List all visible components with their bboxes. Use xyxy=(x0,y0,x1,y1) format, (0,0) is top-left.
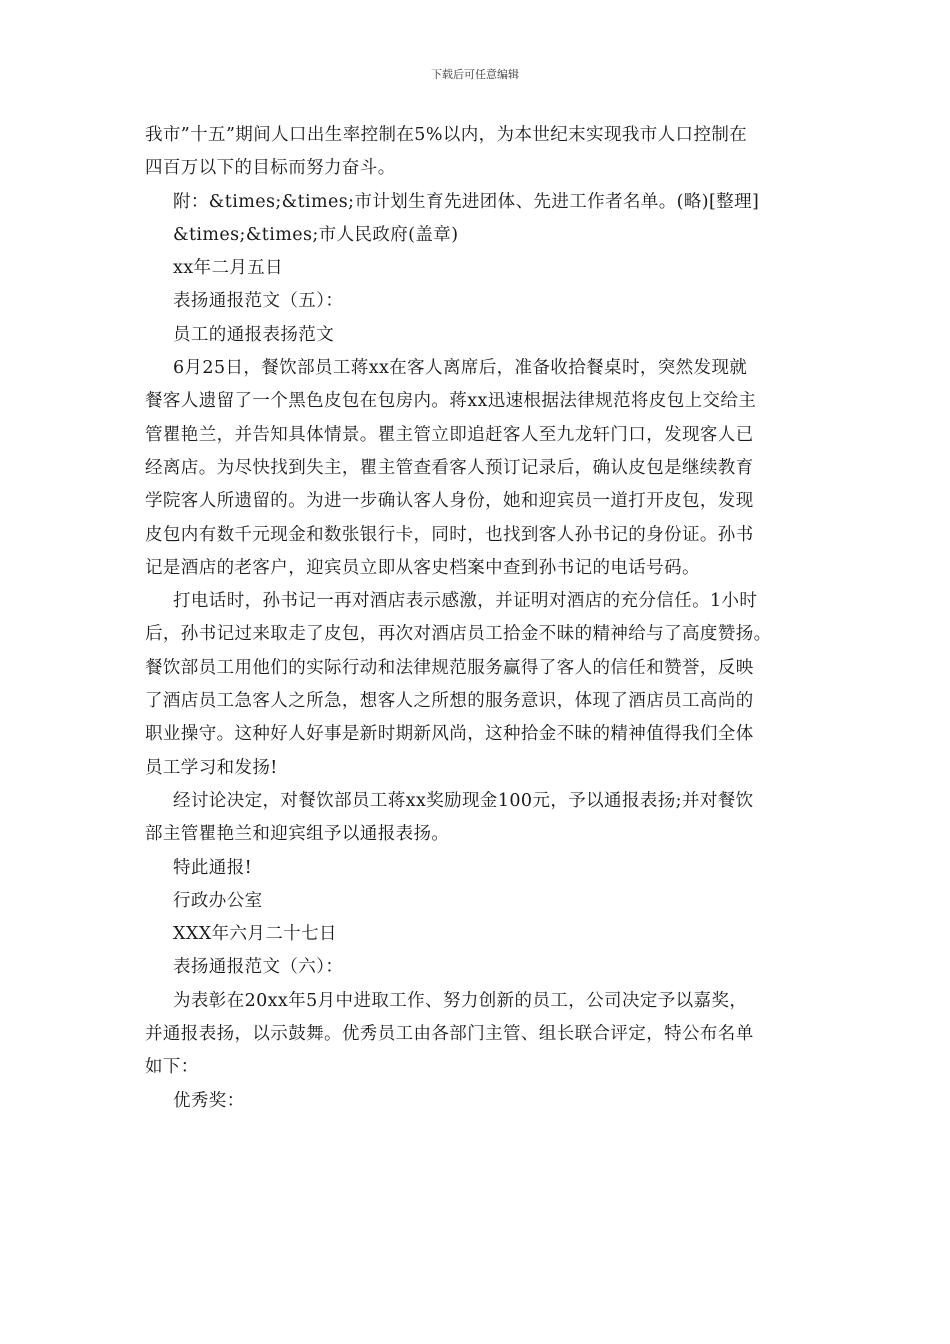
text-line: 并通报表扬，以示鼓舞。优秀员工由各部门主管、组长联合评定，特公布名单 xyxy=(145,1024,754,1045)
document-body xyxy=(145,119,825,1118)
signature-line: 行政办公室 xyxy=(173,890,263,911)
text-line: 经离店。为尽快找到失主，瞿主管查看客人预订记录后，确认皮包是继续教育 xyxy=(145,457,754,478)
text-line: 管瞿艳兰，并告知具体情景。瞿主管立即追赶客人至九龙轩门口，发现客人已 xyxy=(145,424,754,445)
text-line: 为表彰在20xx年5月中进取工作、努力创新的员工，公司决定予以嘉奖， xyxy=(173,990,748,1011)
text-line: 如下： xyxy=(145,1057,199,1078)
page-header: 下载后可任意编辑 xyxy=(431,68,519,81)
text-line: 员工学习和发扬! xyxy=(145,757,278,778)
text-line: 部主管瞿艳兰和迎宾组予以通报表扬。 xyxy=(145,824,450,845)
text-line: 后，孙书记过来取走了皮包，再次对酒店员工拾金不昧的精神给与了高度赞扬。 xyxy=(145,624,772,645)
text-line: 6月25日，餐饮部员工蒋xx在客人离席后，准备收拾餐桌时，突然发现就 xyxy=(173,358,748,379)
text-line: 我市”十五”期间人口出生率控制在5%以内，为本世纪末实现我市人口控制在 xyxy=(145,125,748,145)
text-line: 记是酒店的老客户，迎宾员立即从客史档案中查到孙书记的电话号码。 xyxy=(145,557,700,578)
section-title: 表扬通报范文（六）： xyxy=(173,957,344,978)
date-line: xx年二月五日 xyxy=(173,258,284,279)
text-line: 优秀奖： xyxy=(173,1090,245,1111)
text-line: 职业操守。这种好人好事是新时期新风尚，这种拾金不昧的精神值得我们全体 xyxy=(145,724,754,745)
date-line: XXX年六月二十七日 xyxy=(173,924,337,945)
subtitle: 员工的通报表扬范文 xyxy=(173,324,335,345)
text-line: 附：&times;&times;市计划生育先进团体、先进工作者名单。(略)[整理] xyxy=(173,191,760,212)
text-line: 打电话时，孙书记一再对酒店表示感激，并证明对酒店的充分信任。1小时 xyxy=(173,591,758,612)
text-line: &times;&times;市人民政府(盖章) xyxy=(173,224,459,245)
text-line: 经讨论决定，对餐饮部员工蒋xx奖励现金100元，予以通报表扬;并对餐饮 xyxy=(173,790,754,811)
text-line: 了酒店员工急客人之所急，想客人之所想的服务意识，体现了酒店员工高尚的 xyxy=(145,691,754,712)
text-line: 餐客人遗留了一个黑色皮包在包房内。蒋xx迅速根据法律规范将皮包上交给主 xyxy=(145,391,757,412)
text-line: 学院客人所遗留的。为进一步确认客人身份，她和迎宾员一道打开皮包，发现 xyxy=(145,491,754,512)
text-line: 餐饮部员工用他们的实际行动和法律规范服务赢得了客人的信任和赞誉，反映 xyxy=(145,657,754,678)
text-line: 四百万以下的目标而努力奋斗。 xyxy=(145,158,396,179)
text-line: 皮包内有数千元现金和数张银行卡，同时，也找到客人孙书记的身份证。孙书 xyxy=(145,524,754,545)
text-line: 特此通报! xyxy=(173,857,253,878)
section-title: 表扬通报范文（五）： xyxy=(173,291,344,312)
